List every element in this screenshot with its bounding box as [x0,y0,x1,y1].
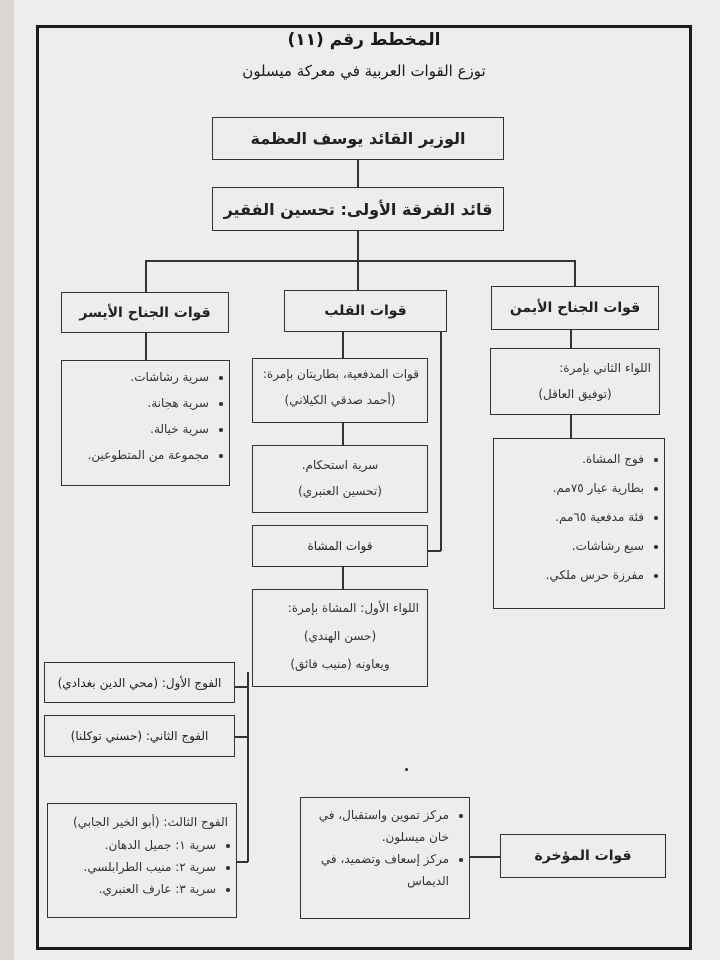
list-item: • مركز إسعاف وتضميد، في الديماس [301,848,449,892]
first-brigade-commander: (حسن الهندي) [303,629,377,643]
connector-line [342,567,344,589]
left-wing-units-list [62,364,229,468]
second-brigade-commander: (توفيق العاقل) [538,387,612,401]
engineering-company-label: سرية استحكام. [301,458,379,472]
second-brigade-line-1: اللواء الثاني بإمرة: [559,361,651,375]
rear-services-list [301,804,469,892]
connector-line [235,736,248,738]
chart-number: المخطط رقم (١١) [287,30,441,50]
center-title-box [284,290,447,332]
artillery-commander: (أحمد صدقي الكيلاني) [284,393,396,407]
second-regiment-label: الفوج الثاني: (حسني توكلنا) [70,729,209,743]
connector-line [235,686,248,688]
connector-line [145,260,147,292]
connector-line [570,330,572,348]
first-regiment-label: الفوج الأول: (محي الدين بغدادي) [57,675,222,690]
second-brigade-box [490,348,660,415]
artillery-box [252,358,428,423]
connector-line [357,231,359,261]
connector-line [145,260,575,262]
list-item: • سرية رشاشات. [62,364,209,390]
connector-line [570,415,572,438]
rear-services-box [300,797,470,919]
list-item: • بطارية عيار ٧٥مم. [494,474,644,503]
engineering-company-commander: (تحسين العنبري) [298,484,382,498]
division-commander-box [212,187,504,231]
first-brigade-line-1: اللواء الأول: المشاة بإمرة: [287,601,419,615]
infantry-label: قوات المشاة [307,539,373,553]
list-item: • سبع رشاشات. [494,532,644,561]
connector-line [470,856,500,858]
list-item: • فئة مدفعية ٦٥مم. [494,503,644,532]
second-regiment-box [44,715,235,757]
first-brigade-assistant: ويعاونه (منيب فائق) [290,657,390,671]
rear-title: قوات المؤخرة [534,848,632,864]
ink-dot [405,768,408,771]
list-item: • فوج المشاة. [494,445,644,474]
list-item: • مجموعة من المتطوعين. [62,442,209,468]
list-item: • سرية ٢: منيب الطرابلسي. [48,856,216,878]
connector-line [357,160,359,187]
connector-line [342,423,344,445]
connector-line [237,861,248,863]
list-item: • مركز تموين واستقبال، في خان ميسلون. [301,804,449,848]
top-commander-label: الوزير القائد يوسف العظمة [250,129,466,148]
first-regiment-box [44,662,235,703]
connector-line [574,260,576,286]
connector-line [247,672,249,862]
connector-line [342,332,344,358]
artillery-line-1: قوات المدفعية، بطاريتان بإمرة: [262,367,419,381]
right-wing-title-box [491,286,659,330]
center-title: قوات القلب [324,303,407,319]
third-regiment-title: الفوج الثالث: (أبو الخير الجابي) [73,815,228,829]
third-regiment-companies [48,834,236,900]
right-wing-units-box [493,438,665,609]
list-item: • سرية خيالة. [62,416,209,442]
connector-line [145,333,147,360]
left-wing-title-box [61,292,229,333]
right-wing-units-list [494,445,664,590]
third-regiment-box [47,803,237,918]
list-item: • مفرزة حرس ملكي. [494,561,644,590]
right-wing-title: قوات الجناح الأيمن [509,300,641,316]
infantry-box [252,525,428,567]
top-commander-box [212,117,504,160]
list-item: • سرية ١: جميل الدهان. [48,834,216,856]
left-wing-units-box [61,360,230,486]
list-item: • سرية ٣: عارف العنبري. [48,878,216,900]
left-wing-title: قوات الجناح الأيسر [79,304,211,321]
connector-line [428,550,441,552]
engineering-company-box [252,445,428,513]
list-item: • سرية هجانة. [62,390,209,416]
first-brigade-box [252,589,428,687]
division-commander-label: قائد الفرقة الأولى: تحسين الفقير [223,199,493,219]
diagram-subtitle: توزع القوات العربية في معركة ميسلون [242,62,486,80]
rear-title-box [500,834,666,878]
connector-line [440,332,442,551]
connector-line [357,260,359,290]
